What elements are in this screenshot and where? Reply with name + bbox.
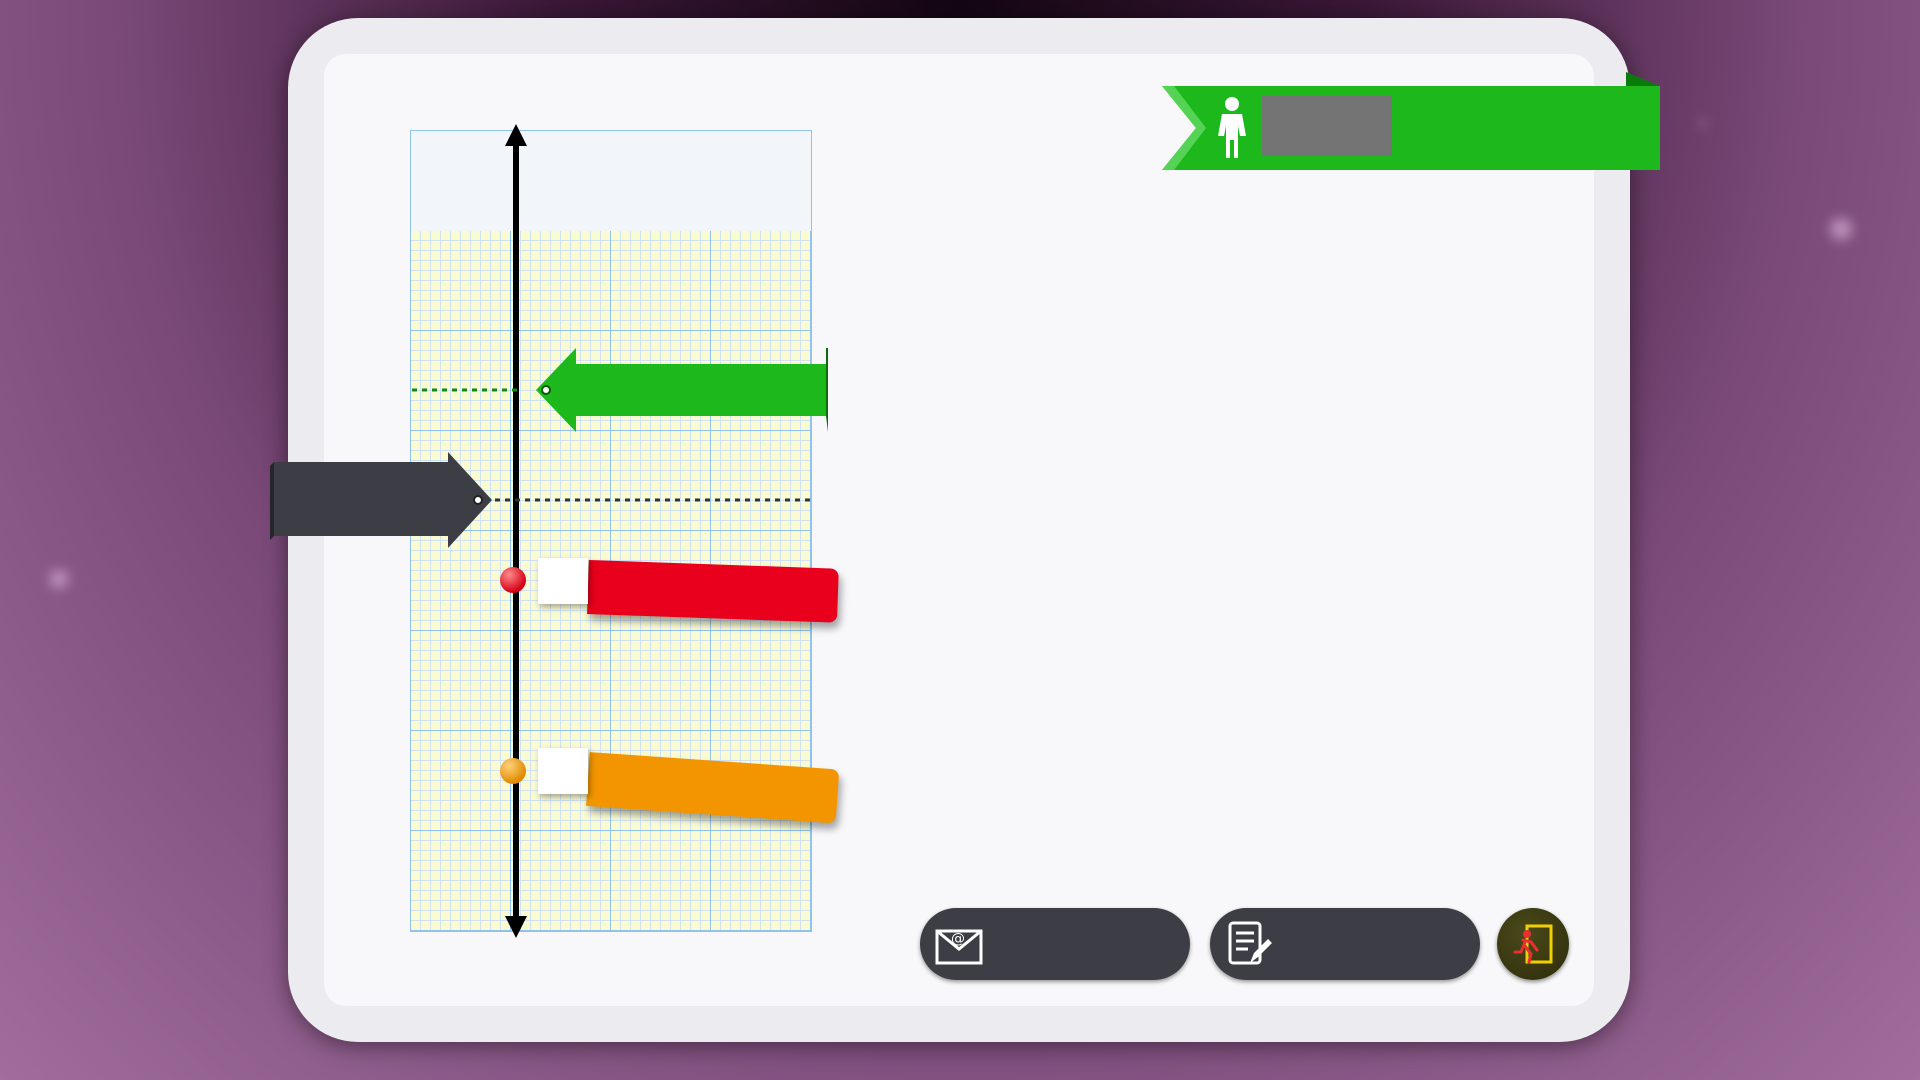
normal-pin [474,496,482,504]
exit-door-icon [1511,922,1555,966]
normal-arrow [274,452,492,548]
exit-button[interactable] [1497,908,1569,980]
george-score-box [538,558,588,604]
progress-bar [1262,96,1392,156]
anna-marker [410,340,840,440]
background-glow [1700,120,1706,126]
score-chart [0,0,900,1080]
export-conclusion-button[interactable] [920,908,1190,980]
axis-arrow-down-icon [505,916,527,938]
email-envelope-icon [934,919,984,969]
george-dot [500,567,526,593]
george-banner [587,560,839,623]
maria-dot [500,758,526,784]
more-serious-tests-button[interactable] [1210,908,1480,980]
person-icon [1212,96,1252,160]
normal-marker [270,450,830,550]
background-glow [1830,218,1852,240]
note-pencil-icon [1224,919,1274,969]
axis-arrow-up-icon [505,124,527,146]
anna-pin [542,386,550,394]
svg-text:@: @ [951,931,965,947]
anna-arrow-fold [826,348,828,432]
normal-arrow-fold [270,462,274,540]
anna-arrow [536,348,826,432]
maria-score-box [538,748,588,794]
